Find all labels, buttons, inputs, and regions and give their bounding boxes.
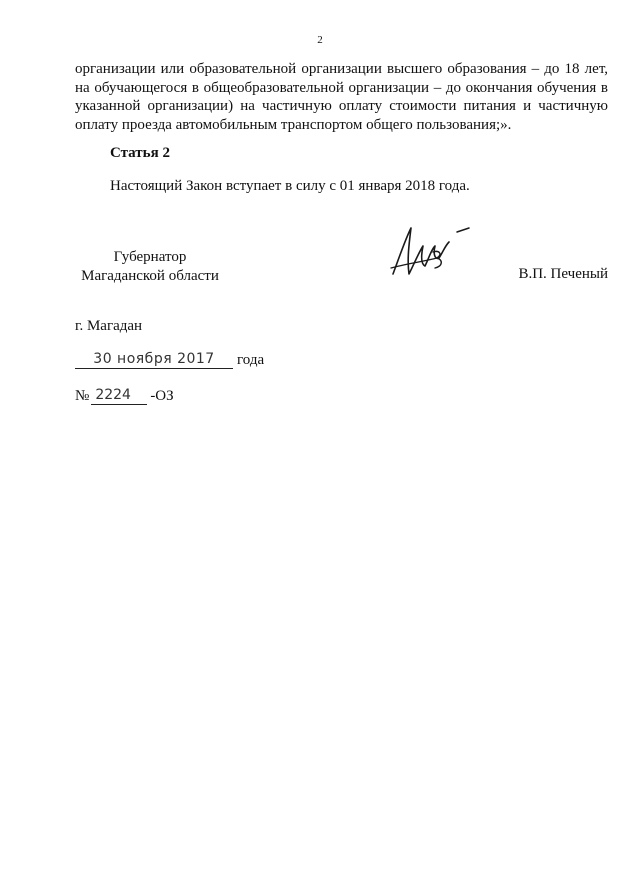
signing-date	[75, 350, 264, 369]
law-number	[75, 386, 174, 405]
article-text: Настоящий Закон вступает в силу с 01 января 2018 года.	[110, 178, 470, 194]
city-label: г. Магадан	[75, 318, 143, 334]
number-handwritten: 2224	[91, 386, 147, 405]
signatory-title-line-1: Губернатор	[113, 249, 187, 265]
continuation-paragraph: организации или образовательной организации высшего образования – до 18 лет, на обучающегося в общеобразовательной организации – до окончания обучения в указанной организации) на частичную оплату стоимости питания и частичную оплату проезда автомобильным транспортом общего пользования;».	[75, 61, 608, 133]
signatory-name: В.П. Печеный	[518, 266, 608, 282]
signatory-title	[75, 248, 225, 285]
signatory-title-line-2: Магаданской области	[81, 267, 219, 284]
number-prefix: №	[75, 388, 90, 404]
article-heading: Статья 2	[110, 145, 170, 161]
page-number: 2	[317, 34, 323, 46]
handwritten-signature	[385, 218, 480, 288]
number-suffix: -ОЗ	[150, 388, 174, 404]
date-suffix: года	[237, 352, 265, 368]
date-handwritten: 30 ноября 2017	[75, 350, 233, 369]
signature-icon	[385, 218, 480, 283]
